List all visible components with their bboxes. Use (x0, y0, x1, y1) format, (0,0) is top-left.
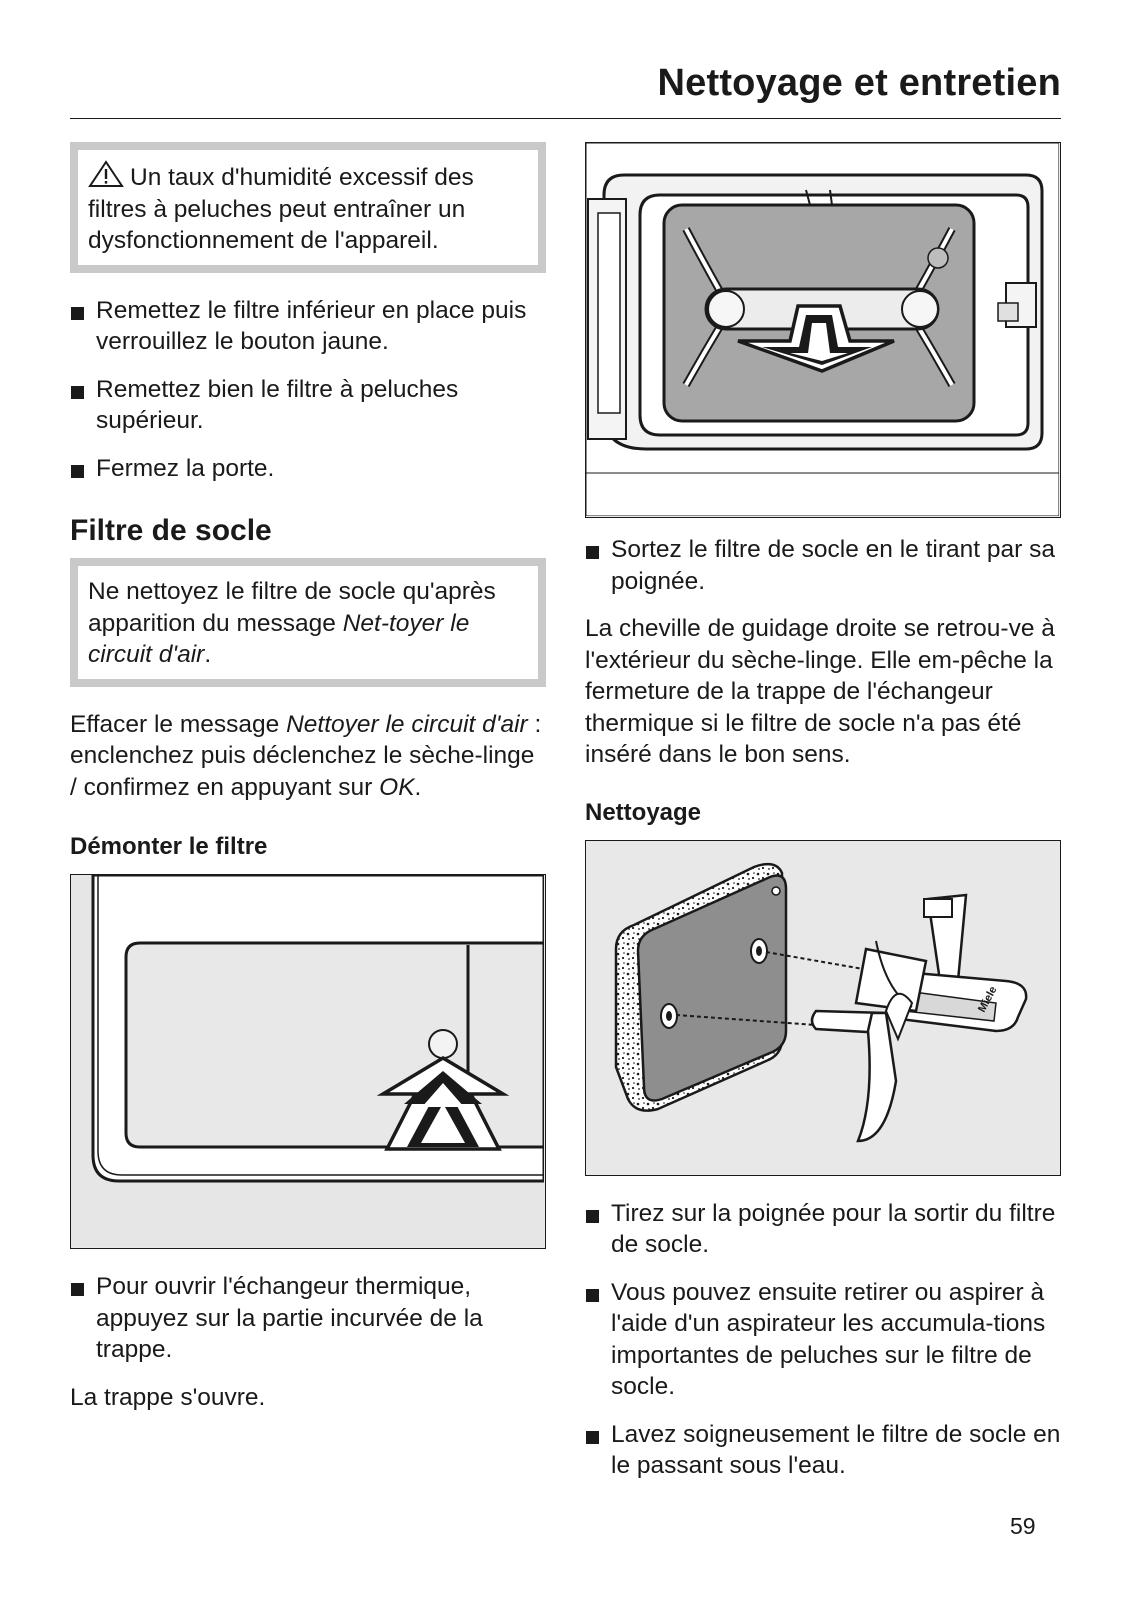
note-text-end: . (204, 641, 212, 668)
bullet-item: Remettez le filtre inférieur en place puis verrouillez le bouton jaune. (70, 295, 546, 358)
effacer-text: Effacer le message (70, 710, 287, 738)
effacer-text: : enclenchez puis déclenchez le sèche-linge / confirmez en appuyant sur (70, 710, 542, 801)
warning-triangle-icon (88, 160, 124, 188)
effacer-message-name: Nettoyer le circuit d'air (286, 710, 528, 738)
figure-filter-removal (585, 142, 1061, 518)
page-title: Nettoyage et entretien (657, 62, 1061, 104)
bullet-item: Tirez sur la poignée pour la sortir du filtre de socle. (585, 1198, 1061, 1261)
section-title: Filtre de socle (70, 514, 272, 547)
subsection-title: Démonter le filtre (70, 833, 268, 860)
trappe-text: La trappe s'ouvre. (70, 1383, 266, 1411)
bullet-item: Pour ouvrir l'échangeur thermique, appuyez sur la partie incurvée de la trappe. (70, 1271, 546, 1366)
note-box (70, 558, 546, 687)
note-message-name: Net-toyer le circuit d'air (88, 609, 470, 668)
figure-open-trap (70, 874, 546, 1249)
right-column (585, 142, 1061, 1482)
page-number: 59 (1010, 1513, 1036, 1539)
guide-pin-paragraph: La cheville de guidage droite se retrou-ve à l'extérieur du sèche-linge. Elle em-pêche la fermeture de la trappe de l'échangeur thermique si le filtre de socle n'a pas été inséré dans le bon sens. (585, 615, 1055, 768)
note-paragraph (88, 576, 528, 671)
effacer-paragraph (70, 709, 546, 804)
bullet-item: Fermez la porte. (70, 453, 546, 485)
bullet-item: Lavez soigneusement le filtre de socle en le passant sous l'eau. (585, 1419, 1061, 1482)
warning-paragraph (88, 160, 528, 257)
page-header (70, 62, 1061, 119)
note-text: Ne nettoyez le filtre de socle qu'après apparition du message (88, 578, 496, 637)
effacer-text-end: . (414, 773, 422, 801)
bullet-item: Vous pouvez ensuite retirer ou aspirer à l'aide d'un aspirateur les accumula-tions importantes de peluches sur le filtre de socle. (585, 1277, 1061, 1403)
figure-filter-cleaning (585, 840, 1061, 1176)
warning-box (70, 142, 546, 273)
left-column (70, 142, 546, 1413)
ok-label: OK (379, 773, 415, 801)
bullet-item: Remettez bien le filtre à peluches supérieur. (70, 374, 546, 437)
subsection-title: Nettoyage (585, 798, 702, 826)
warning-text: Un taux d'humidité excessif des filtres à peluches peut entraîner un dysfonctionnement de l'appareil. (88, 164, 474, 254)
bullet-item: Sortez le filtre de socle en le tirant par sa poignée. (585, 534, 1061, 597)
brand-label: Miele (976, 983, 1000, 1014)
